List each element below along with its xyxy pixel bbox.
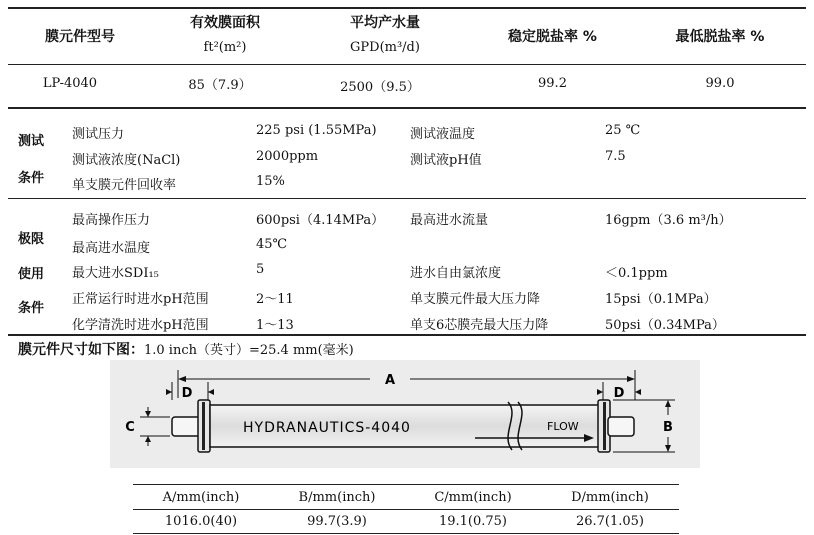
product-rule: [8, 107, 806, 109]
limit-key: 进水自由氯浓度: [410, 266, 502, 281]
test-value: 15%: [256, 174, 285, 189]
dims-value-c: 19.1(0.75): [438, 514, 508, 529]
dims-table-bottom-rule: [133, 533, 679, 534]
test-rule: [8, 198, 806, 199]
test-group-label-1: 测试: [18, 134, 45, 149]
limit-value: 15psi（0.1MPa）: [605, 292, 717, 307]
test-key: 测试压力: [72, 127, 125, 142]
right-end-cap-band: [603, 402, 606, 450]
test-value: 25 ℃: [605, 123, 641, 138]
limit-value: 600psi（4.14MPa）: [256, 213, 385, 228]
brand-text: HYDRANAUTICS-4040: [243, 420, 411, 436]
membrane-diagram: [110, 360, 700, 468]
limit-key: 正常运行时进水pH范围: [72, 292, 209, 307]
limit-key: 最高进水流量: [410, 213, 489, 228]
limit-key: 单支膜元件最大压力降: [410, 292, 541, 307]
limit-value: ＜0.1ppm: [605, 266, 668, 281]
dims-header-a: A/mm(inch): [162, 490, 240, 505]
dims-table-top-rule: [133, 484, 679, 485]
test-key: 测试液pH值: [410, 153, 482, 168]
product-model: LP-4040: [42, 76, 98, 91]
product-flow: 2500（9.5）: [340, 80, 420, 95]
table-top-rule: [8, 7, 806, 9]
limit-key: 最大进水SDI₁₅: [72, 266, 159, 281]
test-key: 测试液温度: [410, 127, 476, 142]
dims-value-d: 26.7(1.05): [575, 514, 645, 529]
left-pipe-stub: [172, 417, 200, 436]
dims-header-b: B/mm(inch): [298, 490, 376, 505]
label-a: A: [384, 373, 396, 388]
test-group-label-2: 条件: [18, 171, 45, 186]
header-flow: 平均产水量: [350, 15, 420, 31]
dimension-note: [18, 339, 354, 359]
limits-group-label-2: 使用: [18, 267, 45, 282]
header-flow-unit: GPD(m³/d): [350, 40, 420, 55]
dims-value-a: 1016.0(40): [164, 514, 238, 529]
limit-value: 45℃: [256, 237, 288, 252]
limits-rule: [8, 334, 806, 336]
right-pipe-stub: [608, 417, 634, 436]
label-d-right: D: [613, 386, 625, 401]
test-key: 单支膜元件回收率: [72, 178, 177, 193]
test-value: 7.5: [605, 149, 626, 164]
dimension-note-text: 1.0 inch（英寸）=25.4 mm(毫米): [144, 343, 354, 358]
header-stable-rejection: 稳定脱盐率 %: [508, 29, 597, 45]
label-d-left: D: [181, 386, 193, 401]
dimension-note-label: 膜元件尺寸如下图：: [18, 342, 144, 358]
flow-label: FLOW: [547, 420, 579, 433]
dims-header-d: D/mm(inch): [571, 490, 649, 505]
test-key: 测试液浓度(NaCl): [72, 153, 181, 168]
product-area: 85（7.9）: [188, 78, 252, 93]
left-end-cap-band: [202, 402, 205, 450]
product-min-rejection: 99.0: [705, 76, 735, 91]
limit-value: 5: [256, 262, 265, 277]
test-value: 225 psi (1.55MPa): [256, 123, 377, 138]
limits-group-label-3: 条件: [18, 301, 45, 316]
label-b: B: [663, 420, 673, 435]
limit-value: 1～13: [256, 318, 294, 333]
header-model: 膜元件型号: [45, 29, 115, 45]
header-area: 有效膜面积: [190, 15, 260, 31]
header-min-rejection: 最低脱盐率 %: [675, 29, 765, 45]
header-area-unit: ft²(m²): [203, 40, 247, 55]
product-stable-rejection: 99.2: [538, 76, 567, 91]
limit-value: 2～11: [256, 292, 294, 307]
limit-key: 最高进水温度: [72, 241, 151, 256]
limits-group-label-1: 极限: [18, 232, 45, 247]
test-value: 2000ppm: [256, 149, 319, 164]
limit-key: 单支6芯膜壳最大压力降: [410, 318, 549, 333]
dims-header-c: C/mm(inch): [434, 490, 512, 505]
dims-value-b: 99.7(3.9): [307, 514, 367, 529]
limit-value: 16gpm（3.6 m³/h）: [605, 213, 732, 228]
dims-table-mid-rule: [133, 509, 679, 510]
limit-value: 50psi（0.34MPa）: [605, 318, 725, 333]
limit-key: 最高操作压力: [72, 213, 151, 228]
label-c: C: [125, 420, 135, 435]
header-rule: [8, 64, 806, 65]
limit-key: 化学清洗时进水pH范围: [72, 318, 209, 333]
